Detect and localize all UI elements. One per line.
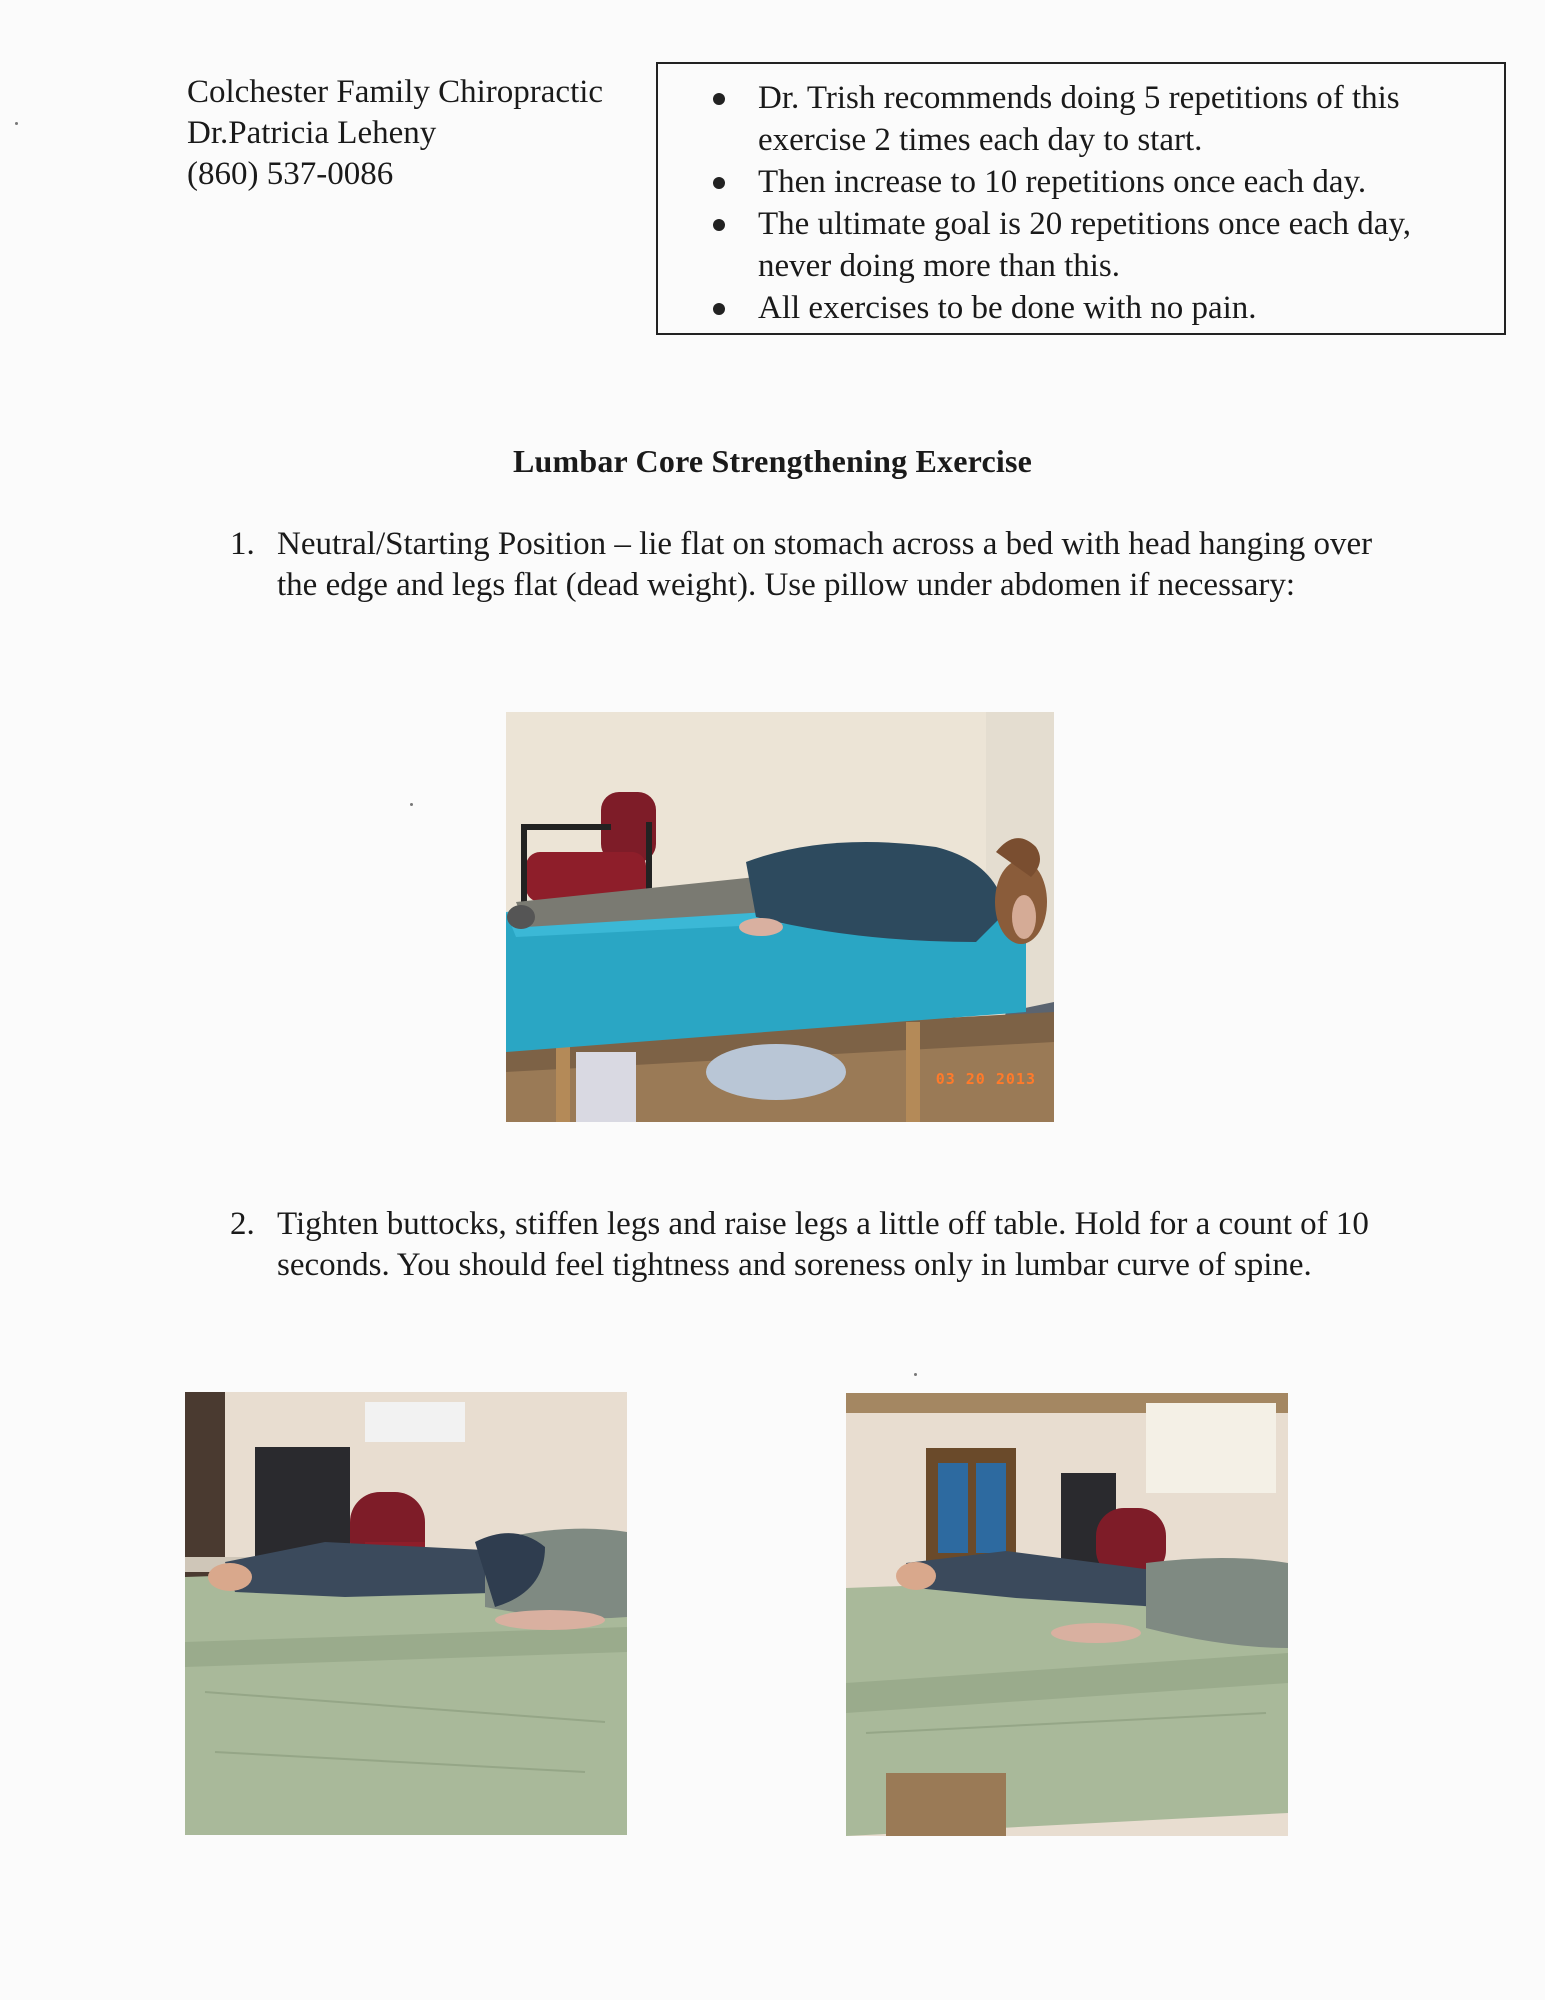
recommendation-item: Dr. Trish recommends doing 5 repetitions of this exercise 2 times each day to start. bbox=[713, 77, 1484, 161]
bullet-icon bbox=[713, 303, 725, 315]
recommendations-box bbox=[656, 62, 1506, 335]
scan-speck bbox=[914, 1373, 917, 1376]
practice-contact bbox=[187, 72, 603, 195]
bullet-icon bbox=[713, 219, 725, 231]
scan-speck bbox=[15, 122, 18, 125]
bullet-icon bbox=[713, 177, 725, 189]
photo-legs-raised-left bbox=[185, 1392, 627, 1835]
step-number: 2. bbox=[230, 1206, 255, 1242]
step-2 bbox=[230, 1204, 1380, 1286]
step-number: 1. bbox=[230, 526, 255, 562]
document-title: Lumbar Core Strengthening Exercise bbox=[512, 443, 1033, 479]
step-text: Neutral/Starting Position – lie flat on stomach across a bed with head hanging over the edge and legs flat (dead weight). Use pillow under abdomen if necessary: bbox=[277, 526, 1373, 603]
phone-number: (860) 537-0086 bbox=[187, 156, 394, 192]
step-text: Tighten buttocks, stiffen legs and raise legs a little off table. Hold for a count of 10 seconds. You should feel tightness and soreness only in lumbar curve of spine. bbox=[277, 1206, 1369, 1283]
step-1 bbox=[230, 524, 1380, 606]
bullet-icon bbox=[713, 93, 725, 105]
recommendation-item: The ultimate goal is 20 repetitions once each day, never doing more than this. bbox=[713, 203, 1484, 287]
recommendation-item: All exercises to be done with no pain. bbox=[713, 287, 1484, 329]
recommendations-list bbox=[713, 77, 1484, 329]
photo-legs-raised-right bbox=[846, 1393, 1288, 1836]
doctor-name: Dr.Patricia Leheny bbox=[187, 115, 437, 151]
practice-name: Colchester Family Chiropractic bbox=[187, 74, 604, 110]
scan-speck bbox=[410, 803, 413, 806]
photo-starting-position bbox=[506, 712, 1054, 1122]
recommendation-item: Then increase to 10 repetitions once each day. bbox=[713, 161, 1484, 203]
date-stamp: 03 20 2013 bbox=[935, 1070, 1036, 1088]
